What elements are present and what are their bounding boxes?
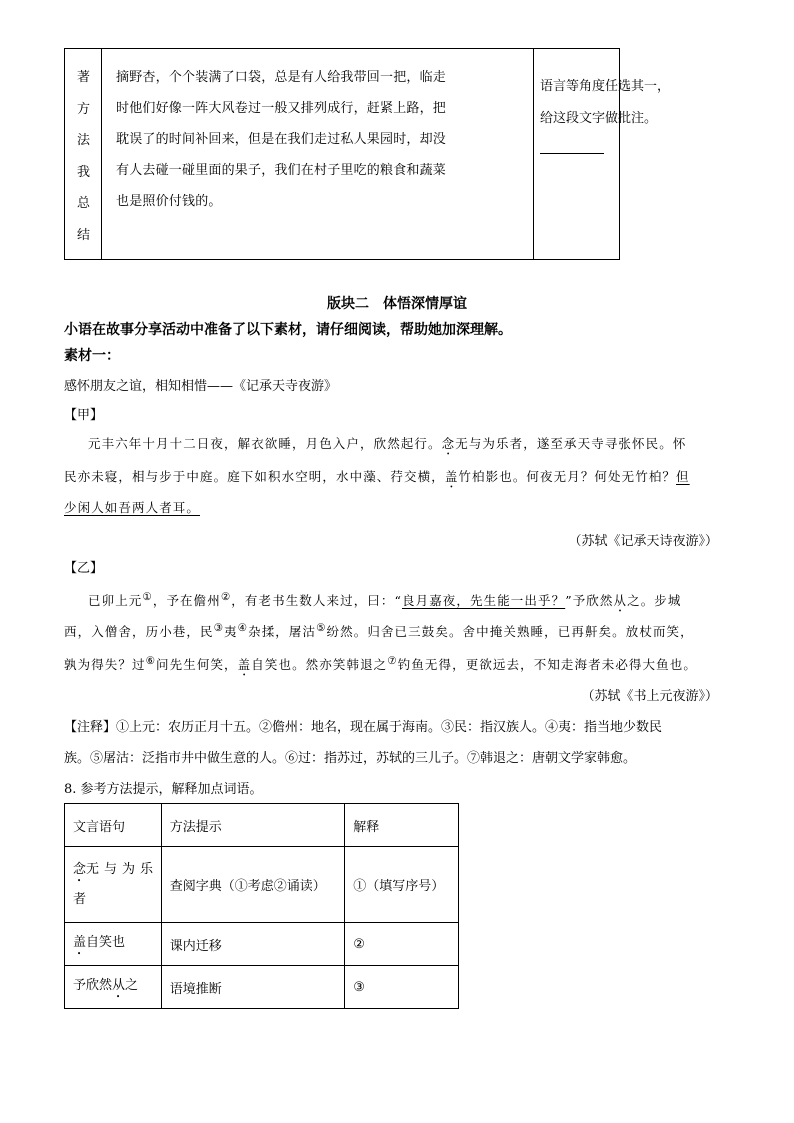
- footnote-mark: ⑤: [316, 622, 327, 634]
- table-row: [65, 923, 459, 966]
- footnote-mark: ⑥: [145, 655, 157, 667]
- yi-line-2: [64, 612, 694, 648]
- underlined-text: 但: [676, 469, 690, 484]
- passage-line: 摘野杏，个个装满了口袋，总是有人给我带回一把，临走: [116, 70, 447, 85]
- dotted-word: 从: [613, 593, 628, 609]
- text-span: 自笑也。然亦笑韩退之: [251, 657, 388, 673]
- table-cell: 课内迁移: [161, 923, 344, 966]
- footnote-mark: ②: [220, 591, 232, 603]
- dotted-word: 盖: [237, 657, 252, 673]
- note-line: 语言等角度任选其一，: [540, 79, 671, 94]
- label-char: 方: [76, 101, 90, 117]
- answer-blank[interactable]: [540, 139, 604, 154]
- dotted-word: 盖: [73, 934, 87, 950]
- vocab-table: [64, 803, 459, 1009]
- text-span: 无与为乐者，遂至承天寺寻张怀民。怀: [455, 436, 687, 451]
- yi-label: 【乙】: [64, 561, 104, 576]
- text-span: ，予在儋州: [152, 593, 221, 609]
- top-table-label-cell: [65, 49, 102, 259]
- notes-line-1: 【注释】①上元：农历正月十五。②儋州：地名，现在属于海南。③民：指汉族人。④夷：指当地少数民: [64, 720, 663, 735]
- underlined-text: 良月嘉夜，先生能一出乎？: [402, 593, 566, 609]
- text-span: 元丰六年十月十二日夜，解衣欲睡，月色入户，欣然起行。: [88, 436, 442, 451]
- text-span: 已卯上元: [88, 593, 143, 609]
- table-cell: [65, 966, 162, 1009]
- label-char: 结: [76, 227, 90, 243]
- passage-line: 有人去碰一碰里面的果子，我们在村子里吃的粮食和蔬菜: [116, 163, 447, 178]
- text-span: 之。步城: [627, 593, 682, 609]
- text-span: 杂揉，屠沽: [248, 624, 317, 640]
- footnote-mark: ⑦: [387, 655, 398, 667]
- dotted-word: 从: [112, 977, 126, 993]
- text-span: 孰为得失？过: [64, 657, 146, 673]
- text-span: 西，入僧舍，历小巷，民: [64, 624, 214, 640]
- label-char: 我: [76, 164, 90, 180]
- table-cell: [65, 847, 162, 923]
- label-char: 总: [76, 196, 90, 211]
- text-span: 竹柏影也。何夜无月？何处无竹柏？: [458, 469, 677, 484]
- text-span: 自笑也: [86, 934, 126, 950]
- yi-line-3: [64, 645, 697, 681]
- jia-line-1: [88, 427, 686, 460]
- notes-line-2: 族。⑤屠沽：泛指市井中做生意的人。⑥过：指苏过，苏轼的三儿子。⑦韩退之：唐朝文学家韩愈。: [64, 751, 637, 766]
- footnote-mark: ①: [142, 591, 153, 603]
- jia-line-2: [64, 460, 690, 493]
- text-span: 之: [125, 977, 139, 993]
- material-caption: 感怀朋友之谊，相知相惜——《记承天寺夜游》: [64, 379, 338, 394]
- text-span: 夷: [224, 624, 238, 640]
- table-cell[interactable]: ③: [345, 966, 459, 1009]
- table-row: [65, 847, 459, 923]
- table-cell[interactable]: ②: [345, 923, 459, 966]
- section-intro: 小语在故事分享活动中准备了以下素材，请仔细阅读，帮助她加深理解。: [64, 322, 512, 338]
- footnote-mark: ④: [237, 622, 249, 634]
- table-header: 解释: [345, 804, 459, 847]
- table-cell[interactable]: ①（填写序号）: [345, 847, 459, 923]
- text-span: 纷然。归舍已三鼓矣。舍中掩关熟睡，已再鼾矣。放杖而笑，: [326, 624, 694, 640]
- jia-source: （苏轼《记承天诗夜游》）: [568, 534, 718, 549]
- text-span: ，有老书生数人来过，曰：“: [231, 593, 402, 609]
- passage-line: 耽误了的时间补回来，但是在我们走过私人果园时，却没: [116, 132, 447, 147]
- text-span: 予欣然: [73, 977, 113, 993]
- text-span: 民亦未寝，相与步于中庭。庭下如积水空明，水中藻、荇交横，: [64, 469, 445, 484]
- text-span: 无与为乐: [86, 861, 159, 877]
- text-span: ”予欣然: [565, 593, 614, 609]
- passage-line: 也是照价付钱的。: [116, 194, 222, 209]
- table-cell: [65, 923, 162, 966]
- table-cell: 查阅字典（①考虑②诵读）: [161, 847, 344, 923]
- footnote-mark: ③: [213, 622, 225, 634]
- material-label: 素材一：: [64, 348, 120, 364]
- top-table-note-cell: [534, 49, 671, 259]
- top-table-passage-cell: [102, 49, 534, 259]
- top-table: [64, 48, 671, 260]
- yi-source: （苏轼《书上元夜游》）: [581, 689, 718, 704]
- label-char: 著: [76, 70, 90, 85]
- dotted-word: 盖: [444, 469, 459, 484]
- dotted-word: 念: [441, 436, 456, 451]
- text-span: 者: [73, 891, 87, 907]
- dotted-word: 念: [73, 861, 87, 877]
- passage-line: 时他们好像一阵大风卷过一般又排列成行，赶紧上路，把: [116, 101, 447, 116]
- table-row: [65, 966, 459, 1009]
- text-span: 问先生何笑，: [156, 657, 238, 673]
- label-char: 法: [76, 133, 90, 148]
- note-line: 给这段文字做批注。: [540, 111, 658, 126]
- table-header: 方法提示: [161, 804, 344, 847]
- question-8: 8. 参考方法提示，解释加点词语。: [64, 782, 263, 797]
- table-header: 文言语句: [65, 804, 162, 847]
- jia-label: 【甲】: [64, 408, 104, 423]
- table-cell: 语境推断: [161, 966, 344, 1009]
- jia-line-3: [64, 491, 200, 524]
- text-span: 钓鱼无得，更欲远去，不知走海者未必得大鱼也。: [397, 657, 697, 673]
- section-title: 版块二 体悟深情厚谊: [327, 296, 467, 312]
- table-header-row: [65, 804, 459, 847]
- underlined-text: 少闲人如吾两人者耳。: [64, 500, 201, 515]
